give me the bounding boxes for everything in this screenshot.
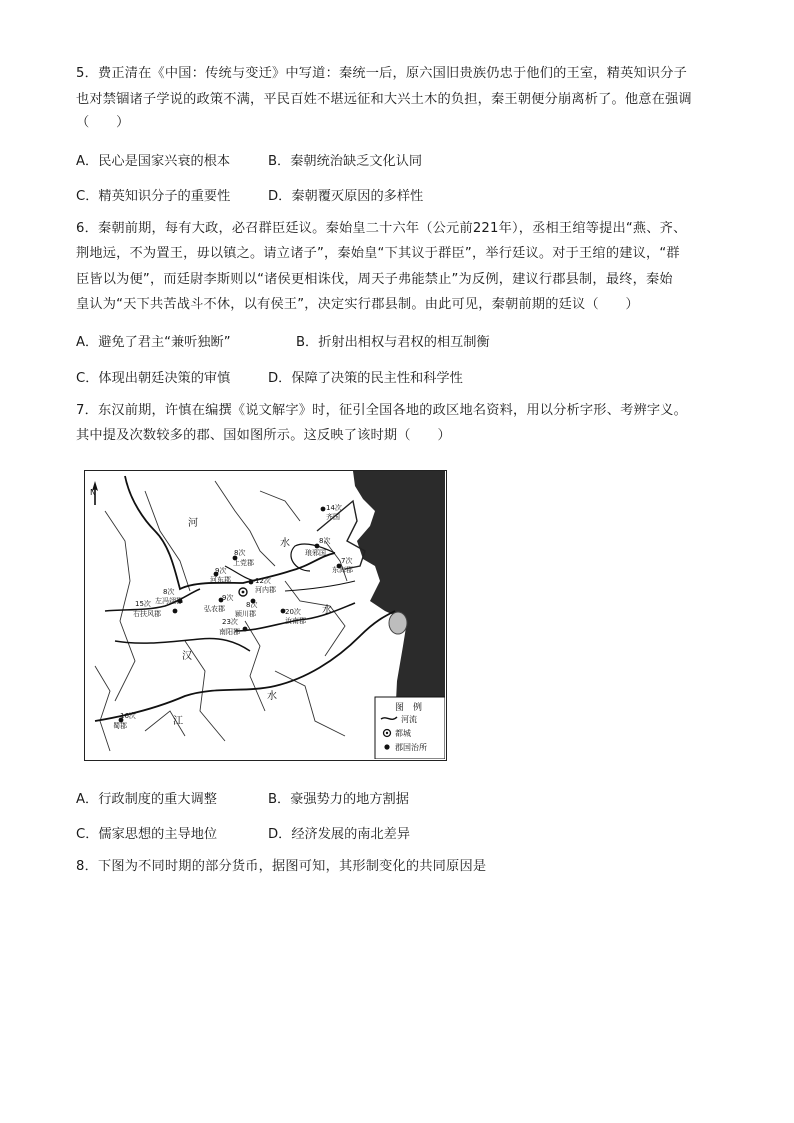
place-donghai [332, 556, 353, 574]
svg-text:23次: 23次 [222, 618, 238, 626]
q5-option-c: C．精英知识分子的重要性 [76, 189, 231, 204]
map-legend [375, 697, 445, 759]
q6-stem-line3: 臣皆以为便”，而廷尉李斯则以“诸侯更相诛伐，周天子弗能禁止”为反例，建议行郡县制，最终，秦始 [76, 272, 673, 287]
river-label-shui-2: 水 [322, 605, 332, 616]
svg-text:8次: 8次 [319, 537, 331, 545]
han-commandery-map [84, 470, 447, 761]
river-label-shui-3: 水 [267, 691, 277, 702]
q7-option-b: B．豪强势力的地方割据 [268, 792, 409, 807]
svg-text:东海郡: 东海郡 [332, 566, 353, 574]
q5-option-b: B．秦朝统治缺乏文化认同 [268, 154, 423, 169]
place-hedong [210, 566, 231, 584]
svg-text:左冯翊郡: 左冯翊郡 [155, 597, 183, 605]
svg-text:弘农郡: 弘农郡 [204, 605, 225, 613]
q7-option-c: C．儒家思想的主导地位 [76, 827, 218, 842]
q5-option-a: A．民心是国家兴衰的根本 [76, 154, 231, 169]
legend-title: 图 例 [395, 703, 423, 713]
place-zuopingyi [155, 587, 183, 605]
q6-stem-line4: 皇认为“天下共苦战斗不休，以有侯王”，决定实行郡县制。由此可见，秦朝前期的廷议（ ） [76, 297, 639, 312]
svg-text:汝南郡: 汝南郡 [285, 617, 306, 625]
q7-stem-line2: 其中提及次数较多的郡、国如图所示。这反映了该时期（ ） [76, 428, 451, 443]
svg-text:8次: 8次 [234, 549, 246, 557]
svg-text:蜀郡: 蜀郡 [113, 722, 127, 730]
place-shangdang [233, 548, 254, 567]
svg-text:8次: 8次 [246, 601, 258, 609]
place-runan [281, 607, 306, 625]
q6-option-d: D．保障了决策的民主性和科学性 [268, 371, 463, 386]
svg-text:上党郡: 上党郡 [233, 559, 254, 567]
place-henei [249, 576, 276, 594]
svg-text:右扶风郡: 右扶风郡 [133, 610, 161, 618]
place-langya [305, 536, 330, 557]
q6-stem-line1: 6．秦朝前期，每有大政，必召群臣廷议。秦始皇二十六年（公元前221年），丞相王绾等提出“燕、齐、 [76, 221, 687, 236]
svg-text:16次: 16次 [120, 712, 136, 720]
han-river [115, 639, 250, 652]
place-hongnong [204, 593, 233, 613]
place-nanyang [219, 617, 247, 636]
north-label: N [90, 488, 96, 497]
q5-stem-line3: （ ） [76, 115, 130, 130]
svg-text:12次: 12次 [255, 577, 271, 585]
svg-text:8次: 8次 [163, 588, 175, 596]
svg-text:14次: 14次 [326, 504, 342, 512]
island [389, 612, 407, 634]
svg-text:南阳郡: 南阳郡 [219, 628, 240, 636]
q6-option-b: B．折射出相权与君权的相互制衡 [296, 335, 490, 350]
map-svg [85, 471, 445, 759]
river-label-shui-1: 水 [280, 538, 290, 549]
q7-option-a: A．行政制度的重大调整 [76, 792, 217, 807]
q5-stem-line2: 也对禁锢诸子学说的政策不满，平民百姓不堪远征和大兴土木的负担，秦王朝便分崩离析了。他意在强调 [76, 92, 692, 107]
svg-text:7次: 7次 [341, 557, 353, 565]
legend-river: 河流 [401, 715, 417, 724]
q7-option-d: D．经济发展的南北差异 [268, 827, 411, 842]
svg-text:9次: 9次 [222, 594, 234, 602]
svg-text:河内郡: 河内郡 [255, 586, 276, 594]
capital-marker-icon [239, 588, 247, 596]
q6-option-c: C．体现出朝廷决策的审慎 [76, 371, 231, 386]
river-label-he: 河 [188, 518, 198, 529]
svg-text:颍川郡: 颍川郡 [235, 610, 256, 618]
svg-text:琅邪国: 琅邪国 [305, 549, 326, 557]
place-shu [113, 711, 136, 730]
svg-text:齐国: 齐国 [326, 513, 340, 521]
north-arrow-icon [90, 481, 98, 505]
river-label-han: 汉 [182, 651, 192, 662]
yellow-river [125, 476, 335, 589]
q6-option-a: A．避免了君主“兼听独断” [76, 335, 231, 350]
legend-capital: 都城 [395, 729, 411, 738]
svg-text:15次: 15次 [135, 600, 151, 608]
svg-text:9次: 9次 [215, 567, 227, 575]
wei-river [105, 589, 200, 611]
q5-option-d: D．秦朝覆灭原因的多样性 [268, 189, 424, 204]
legend-seat: 郡国治所 [395, 743, 427, 752]
q6-stem-line2: 荆地远，不为置王，毋以镇之。请立诸子”，秦始皇“下其议于群臣”，举行廷议。对于王绾的建议，“群 [76, 246, 680, 261]
svg-text:20次: 20次 [285, 608, 301, 616]
q5-stem-line1: 5．费正清在《中国：传统与变迁》中写道：秦统一后，原六国旧贵族仍忠于他们的王室，精英知识分子 [76, 66, 688, 81]
svg-text:河东郡: 河东郡 [210, 576, 231, 584]
q8-stem-line1: 8．下图为不同时期的部分货币，据图可知，其形制变化的共同原因是 [76, 859, 487, 874]
place-yingchuan [235, 599, 257, 618]
river-label-jiang: 江 [173, 716, 183, 727]
q7-stem-line1: 7．东汉前期，许慎在编撰《说文解字》时，征引全国各地的政区地名资料，用以分析字形、考辨字义。 [76, 403, 688, 418]
legend-seat-icon [384, 744, 389, 749]
